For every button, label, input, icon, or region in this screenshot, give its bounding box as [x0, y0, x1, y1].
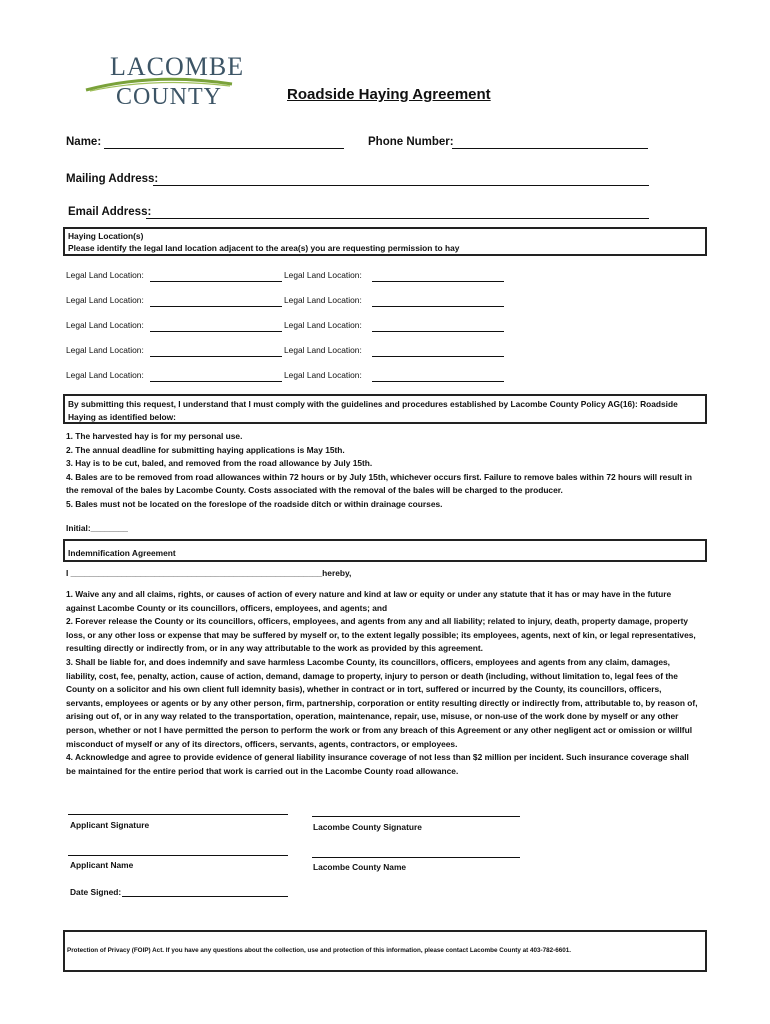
mailing-address-field[interactable] [153, 173, 649, 186]
legal-land-location-label: Legal Land Location: [284, 320, 362, 330]
guideline-item: 1. The harvested hay is for my personal use. [66, 431, 243, 441]
email-address-field[interactable] [146, 206, 649, 219]
legal-land-location-label: Legal Land Location: [284, 270, 362, 280]
indemnification-item: 2. Forever release the County or its councillors, officers, employees, and agents from any and all liability; related to injury, death, property damage, property loss, or any other loss or expense that may be suffered by myself or, to the extent legally possible; its employees, agents, next of kin, or legal representatives, resulting directly or indirectly from, or in any way attributable to the work as provided by this agreement. [66, 616, 696, 654]
name-field[interactable] [104, 136, 344, 149]
privacy-notice-box [63, 930, 707, 972]
legal-land-location-row [66, 270, 516, 284]
guideline-item: 4. Bales are to be removed from road allowances within 72 hours or by July 15th, whichever occurs first. Failure to remove bales within 72 hours will result in the removal of the bales by Lacombe County. Costs associated with the removal of the bales will be charged to the producer. [66, 471, 692, 496]
guideline-item: 2. The annual deadline for submitting haying applications is May 15th. [66, 444, 345, 455]
email-address-label: Email Address: [68, 206, 152, 218]
phone-label: Phone Number: [368, 136, 454, 148]
legal-land-location-input[interactable] [150, 345, 282, 357]
indemnification-list [66, 588, 700, 778]
county-name-label: Lacombe County Name [313, 862, 407, 872]
legal-land-location-label: Legal Land Location: [66, 370, 144, 380]
indemnification-item: 1. Waive any and all claims, rights, or causes of action of every nature and kind at law or equity or under any statute that it has or may have in the future against Lacombe County or its councillors, officers, employees, and agents; and [66, 589, 672, 613]
legal-land-location-input[interactable] [150, 295, 282, 307]
legal-land-location-input[interactable] [150, 270, 282, 282]
legal-land-location-label: Legal Land Location: [284, 345, 362, 355]
county-logo [84, 52, 245, 112]
legal-land-location-label: Legal Land Location: [284, 295, 362, 305]
county-signature-line[interactable] [312, 806, 520, 817]
phone-field[interactable] [452, 136, 648, 149]
indemnification-item: 4. Acknowledge and agree to provide evidence of general liability insurance coverage of not less than $2 million per incident. Such insurance coverage shall be maintained for the entire period that work is carried out in the Lacombe County road allowance. [66, 752, 689, 776]
haying-location-box [63, 227, 707, 256]
guidelines-box [63, 394, 707, 424]
legal-land-location-label: Legal Land Location: [66, 320, 144, 330]
legal-land-location-input[interactable] [372, 370, 504, 382]
legal-land-location-label: Legal Land Location: [66, 345, 144, 355]
applicant-name-label: Applicant Name [70, 860, 134, 870]
privacy-notice-text: Protection of Privacy (FOIP) Act. If you have any questions about the collection, use and protection of this information, please contact Lacombe County at 403-782-6601. [67, 947, 571, 954]
legal-land-location-input[interactable] [372, 295, 504, 307]
page-title: Roadside Haying Agreement [287, 86, 491, 103]
applicant-signature-line[interactable] [68, 804, 288, 815]
legal-land-location-input[interactable] [372, 320, 504, 332]
legal-land-location-label: Legal Land Location: [66, 295, 144, 305]
legal-land-location-label: Legal Land Location: [66, 270, 144, 280]
logo-line1: LACOMBE [110, 52, 245, 81]
county-signature-label: Lacombe County Signature [313, 822, 422, 832]
legal-land-location-row [66, 370, 516, 384]
date-signed-field[interactable] [122, 886, 288, 897]
legal-land-location-row [66, 295, 516, 309]
legal-land-location-input[interactable] [372, 345, 504, 357]
logo-line2: COUNTY [116, 84, 222, 110]
mailing-address-label: Mailing Address: [66, 173, 159, 185]
guideline-item: 3. Hay is to be cut, baled, and removed from the road allowance by July 15th. [66, 458, 373, 469]
haying-location-heading: Haying Location(s) [68, 231, 144, 241]
legal-land-location-input[interactable] [150, 370, 282, 382]
indemnification-box [63, 539, 707, 562]
guidelines-intro: By submitting this request, I understand that I must comply with the guidelines and procedures established by Lacombe County Policy AG(16): Roadside Haying as identified below: [68, 399, 678, 422]
guideline-item: 5. Bales must not be located on the foreslope of the roadside ditch or within drainage courses. [66, 498, 443, 509]
legal-land-location-input[interactable] [372, 270, 504, 282]
legal-land-location-row [66, 345, 516, 359]
date-signed-label: Date Signed: [70, 887, 122, 897]
legal-land-location-label: Legal Land Location: [284, 370, 362, 380]
applicant-name-line[interactable] [68, 845, 288, 856]
guidelines-list [66, 430, 698, 512]
initial-field[interactable]: Initial:________ [66, 523, 128, 533]
indemnitor-name-field[interactable]: I ______________________________________________________hereby, [66, 568, 352, 578]
legal-land-location-row [66, 320, 516, 334]
name-label: Name: [66, 136, 102, 148]
applicant-signature-label: Applicant Signature [70, 820, 150, 830]
county-name-line[interactable] [312, 847, 520, 858]
legal-land-location-input[interactable] [150, 320, 282, 332]
indemnification-heading: Indemnification Agreement [68, 548, 176, 558]
haying-location-subheading: Please identify the legal land location adjacent to the area(s) you are requesting permission to hay [68, 243, 460, 253]
indemnification-item: 3. Shall be liable for, and does indemnify and save harmless Lacombe County, its councillors, officers, employees and agents from any claim, damages, liability, cost, fee, penalty, action, cause of action, demand, damage to property, injury to person or death (including, without limitation to, legal fees of the County on a solicitor and his own client full idemnity basis), whether in contract or in tort, suffered or incurred by the County, its councillors, officers, servants, employees or agents or by any other person, firm, partnership, corporation or entity resulting directly or indirectly from, attributable to, by reason of, arising out of, or in any way related to the transportation, operation, maintenance, repair, use, misuse, or non-use of the work done by myself or any other person, whether or not I have permitted the person to perform the work or from any breach of this Agreement or any other negligent act or omission or willful misconduct of myself or any of its directors, officers, servants, agents, contractors, or employees. [66, 656, 698, 749]
